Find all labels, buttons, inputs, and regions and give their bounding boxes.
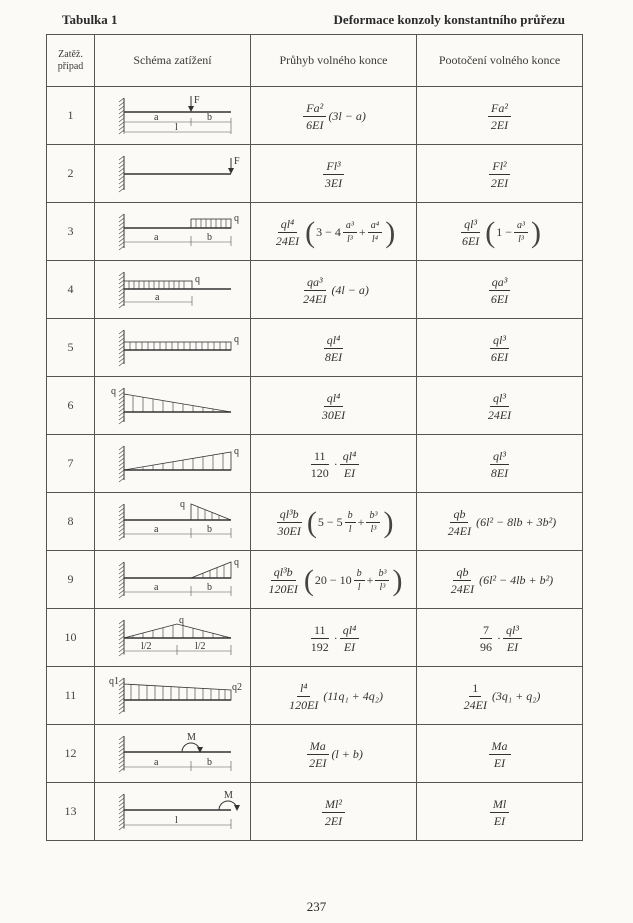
table-row [47, 609, 583, 667]
deflection-formula: $\frac{\text{ql³b}}{30EI}$ ( 5 − 5 $\frac{b}{l}$ + $\frac{\text{b³}}{\text{l³}}$ ) [251, 493, 417, 551]
scheme-diagram-8 [103, 500, 243, 544]
label-half-left: l/2 [140, 640, 152, 652]
table-row [47, 319, 583, 377]
header-deflection: Průhyb volného konce [251, 35, 417, 87]
load-scheme [95, 493, 251, 551]
load-scheme [95, 319, 251, 377]
load-scheme [95, 609, 251, 667]
label-M: M [223, 789, 233, 801]
load-scheme [95, 203, 251, 261]
case-number: 3 [47, 203, 95, 261]
label-b: b [206, 523, 212, 535]
label-half-right: l/2 [194, 640, 206, 652]
label-q: q [233, 212, 239, 224]
load-scheme [95, 783, 251, 841]
rotation-formula: $\frac{\text{qa³}}{6EI}$ [417, 261, 583, 319]
scheme-diagram-9 [103, 558, 243, 602]
rotation-formula: $\frac{\text{ql³}}{24EI}$ [417, 377, 583, 435]
case-number: 4 [47, 261, 95, 319]
scheme-diagram-6 [103, 384, 243, 428]
rotation-formula: $\frac{\text{Fl²}}{2EI}$ [417, 145, 583, 203]
deformation-table [46, 34, 583, 841]
label-l: l [174, 121, 178, 133]
scheme-diagram-11 [103, 674, 243, 718]
label-q: q [178, 615, 184, 626]
header-rotation: Pootočení volného konce [417, 35, 583, 87]
deflection-formula: $\frac{\text{Ml²}}{2EI}$ [251, 783, 417, 841]
rotation-formula: $\frac{1}{24EI}$ (3q₁ + q₂) [417, 667, 583, 725]
table-row [47, 203, 583, 261]
page-number: 237 [306, 899, 327, 914]
label-a: a [153, 231, 158, 243]
rotation-formula: $\frac{Ml}{EI}$ [417, 783, 583, 841]
table-caption: Deformace konzoly konstantního průřezu [333, 12, 565, 27]
label-q: q [194, 273, 200, 285]
rotation-formula: $\frac{Ma}{EI}$ [417, 725, 583, 783]
table-row [47, 261, 583, 319]
table-row [47, 493, 583, 551]
table-row [47, 377, 583, 435]
label-F: F [193, 94, 200, 106]
load-scheme [95, 261, 251, 319]
label-F: F [233, 155, 240, 167]
case-number: 2 [47, 145, 95, 203]
rotation-formula: $\frac{\text{ql³}}{6EI}$ [417, 319, 583, 377]
case-number: 10 [47, 609, 95, 667]
table-row [47, 725, 583, 783]
deflection-formula: $\frac{\text{ql⁴}}{24EI}$ ( 3 − 4 $\frac{\text{a³}}{\text{l³}}$ + $\frac{\text{a⁴}}{\text{l⁴}}$ ) [251, 203, 417, 261]
load-scheme [95, 551, 251, 609]
header-case: Zatěž. případ [47, 35, 95, 87]
load-scheme [95, 145, 251, 203]
case-number: 9 [47, 551, 95, 609]
deflection-formula: $\frac{\text{qa³}}{24EI}$ (4l − a) [251, 261, 417, 319]
label-l: l [174, 814, 178, 826]
label-a: a [153, 111, 158, 123]
case-number: 5 [47, 319, 95, 377]
label-q: q [233, 557, 239, 568]
case-number: 1 [47, 87, 95, 145]
label-a: a [153, 581, 158, 593]
deflection-formula: $\frac{Ma}{2EI}$ (l + b) [251, 725, 417, 783]
case-number: 12 [47, 725, 95, 783]
case-number: 13 [47, 783, 95, 841]
label-q1: q1 [108, 675, 119, 687]
rotation-formula: $\frac{\text{ql³}}{8EI}$ [417, 435, 583, 493]
deflection-formula: $\frac{\text{ql⁴}}{30EI}$ [251, 377, 417, 435]
label-b: b [206, 231, 212, 243]
table-row [47, 783, 583, 841]
scheme-diagram-13 [103, 790, 243, 834]
table-row [47, 551, 583, 609]
label-a: a [154, 291, 159, 303]
table-header-row [47, 35, 583, 87]
label-b: b [206, 111, 212, 123]
label-q: q [179, 499, 185, 510]
label-q: q [233, 333, 239, 345]
page-header [62, 12, 565, 30]
label-q: q [233, 445, 239, 457]
label-b: b [206, 581, 212, 593]
scheme-diagram-5 [103, 326, 243, 370]
header-scheme: Schéma zatížení [95, 35, 251, 87]
deflection-formula: $\frac{\text{ql³b}}{120EI}$ ( 20 − 10 $\frac{b}{l}$ + $\frac{\text{b³}}{\text{l³}}$ ) [251, 551, 417, 609]
load-scheme [95, 435, 251, 493]
scheme-diagram-4 [103, 268, 243, 312]
rotation-formula: $\frac{\text{Fa²}}{2EI}$ [417, 87, 583, 145]
deflection-formula: $\frac{11}{120}$ · $\frac{\text{ql⁴}}{EI}$ [251, 435, 417, 493]
rotation-formula: $\frac{7}{96}$ · $\frac{\text{ql³}}{EI}$ [417, 609, 583, 667]
scheme-diagram-2 [103, 152, 243, 196]
case-number: 8 [47, 493, 95, 551]
scheme-diagram-1 [103, 94, 243, 138]
case-number: 11 [47, 667, 95, 725]
deflection-formula: $\frac{\text{ql⁴}}{8EI}$ [251, 319, 417, 377]
load-scheme [95, 87, 251, 145]
case-number: 6 [47, 377, 95, 435]
load-scheme [95, 667, 251, 725]
rotation-formula: $\frac{\text{ql³}}{6EI}$ ( 1 − $\frac{\text{a³}}{\text{l³}}$ ) [417, 203, 583, 261]
scheme-diagram-12 [103, 732, 243, 776]
label-a: a [153, 756, 158, 768]
deflection-formula: $\frac{\text{Fa²}}{6EI}$ (3l − a) [251, 87, 417, 145]
scheme-diagram-3 [103, 210, 243, 254]
deflection-formula: $\frac{11}{192}$ · $\frac{\text{ql⁴}}{EI}$ [251, 609, 417, 667]
table-row [47, 87, 583, 145]
scheme-diagram-10 [103, 616, 243, 660]
table-row [47, 435, 583, 493]
deflection-formula: $\frac{\text{Fl³}}{3EI}$ [251, 145, 417, 203]
load-scheme [95, 725, 251, 783]
deflection-formula: $\frac{\text{l⁴}}{120EI}$ (11q₁ + 4q₂) [251, 667, 417, 725]
label-q: q [110, 385, 116, 397]
scheme-diagram-7 [103, 442, 243, 486]
table-row [47, 145, 583, 203]
label-b: b [206, 756, 212, 768]
table-row [47, 667, 583, 725]
rotation-formula: $\frac{qb}{24EI}$ (6l² − 8lb + 3b²) [417, 493, 583, 551]
rotation-formula: $\frac{qb}{24EI}$ (6l² − 4lb + b²) [417, 551, 583, 609]
label-a: a [153, 523, 158, 535]
load-scheme [95, 377, 251, 435]
label-M: M [186, 731, 196, 743]
table-title: Tabulka 1 [62, 12, 118, 27]
label-q2: q2 [231, 681, 242, 693]
case-number: 7 [47, 435, 95, 493]
